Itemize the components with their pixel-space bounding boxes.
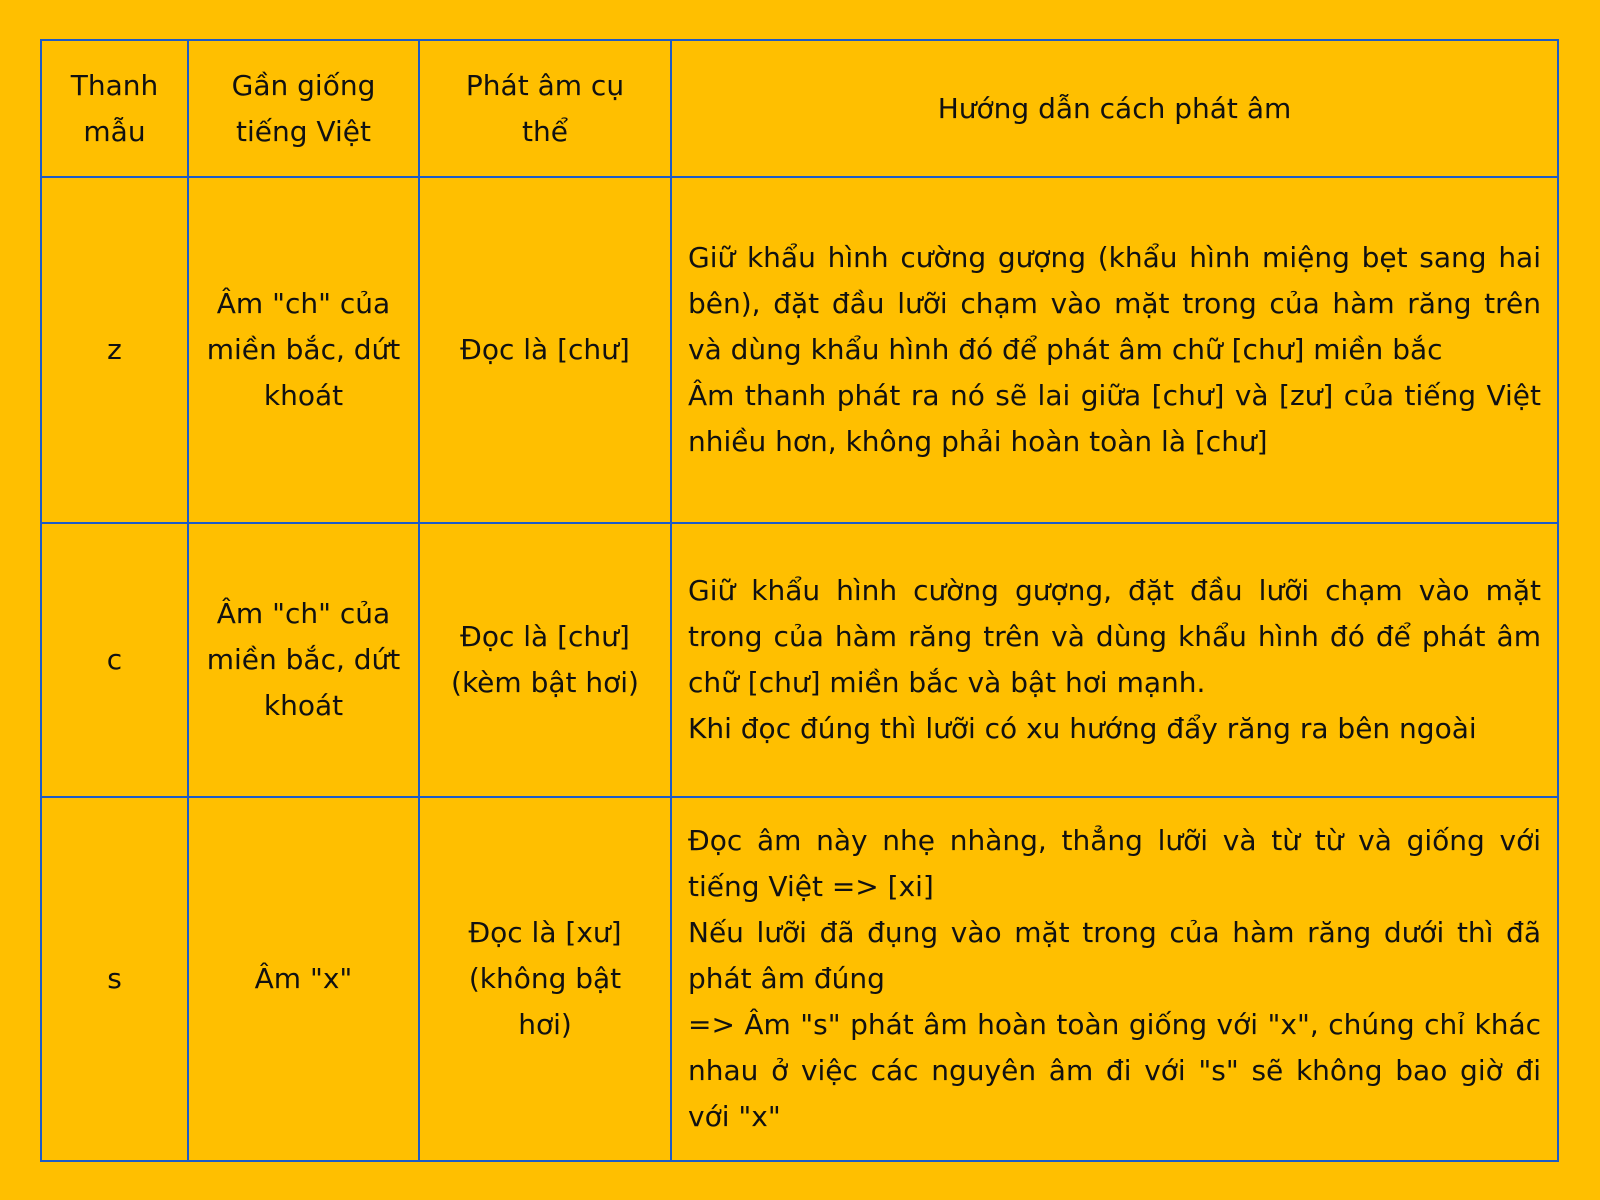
initial-cell: z (41, 177, 188, 523)
guide-line: => Âm "s" phát âm hoàn toàn giống với "x", chúng chỉ khác nhau ở việc các nguyên âm đi với "s" sẽ không bao giờ đi với "x" (688, 1008, 1541, 1133)
header-guide: Hướng dẫn cách phát âm (671, 40, 1558, 177)
table-row (41, 797, 1558, 1161)
pronunciation-cell: Đọc là [xư] (không bật hơi) (419, 797, 671, 1161)
pronunciation-cell: Đọc là [chư] (419, 177, 671, 523)
table-row (41, 523, 1558, 797)
guide-cell (671, 177, 1558, 523)
similar-cell: Âm "ch" của miền bắc, dứt khoát (188, 523, 419, 797)
guide-line: Giữ khẩu hình cường gượng, đặt đầu lưỡi chạm vào mặt trong của hàm răng trên và dùng khẩu hình đó để phát âm chữ [chư] miền bắc và bật hơi mạnh. (688, 574, 1541, 699)
initial-cell: c (41, 523, 188, 797)
header-initial: Thanh mẫu (41, 40, 188, 177)
pronunciation-table (40, 39, 1559, 1162)
pronunciation-cell: Đọc là [chư] (kèm bật hơi) (419, 523, 671, 797)
header-row (41, 40, 1558, 177)
guide-cell (671, 523, 1558, 797)
guide-line: Đọc âm này nhẹ nhàng, thẳng lưỡi và từ từ và giống với tiếng Việt => [xi] (688, 824, 1541, 903)
guide-line: Nếu lưỡi đã đụng vào mặt trong của hàm răng dưới thì đã phát âm đúng (688, 916, 1541, 995)
header-similar: Gần giống tiếng Việt (188, 40, 419, 177)
guide-cell (671, 797, 1558, 1161)
guide-line: Giữ khẩu hình cường gượng (khẩu hình miệng bẹt sang hai bên), đặt đầu lưỡi chạm vào mặt trong của hàm răng trên và dùng khẩu hình đó để phát âm chữ [chư] miền bắc (688, 241, 1541, 366)
table-row (41, 177, 1558, 523)
header-pronunciation: Phát âm cụ thể (419, 40, 671, 177)
guide-line: Âm thanh phát ra nó sẽ lai giữa [chư] và [zư] của tiếng Việt nhiều hơn, không phải hoàn toàn là [chư] (688, 379, 1541, 458)
similar-cell: Âm "ch" của miền bắc, dứt khoát (188, 177, 419, 523)
guide-line: Khi đọc đúng thì lưỡi có xu hướng đẩy răng ra bên ngoài (688, 712, 1477, 745)
initial-cell: s (41, 797, 188, 1161)
similar-cell: Âm "x" (188, 797, 419, 1161)
